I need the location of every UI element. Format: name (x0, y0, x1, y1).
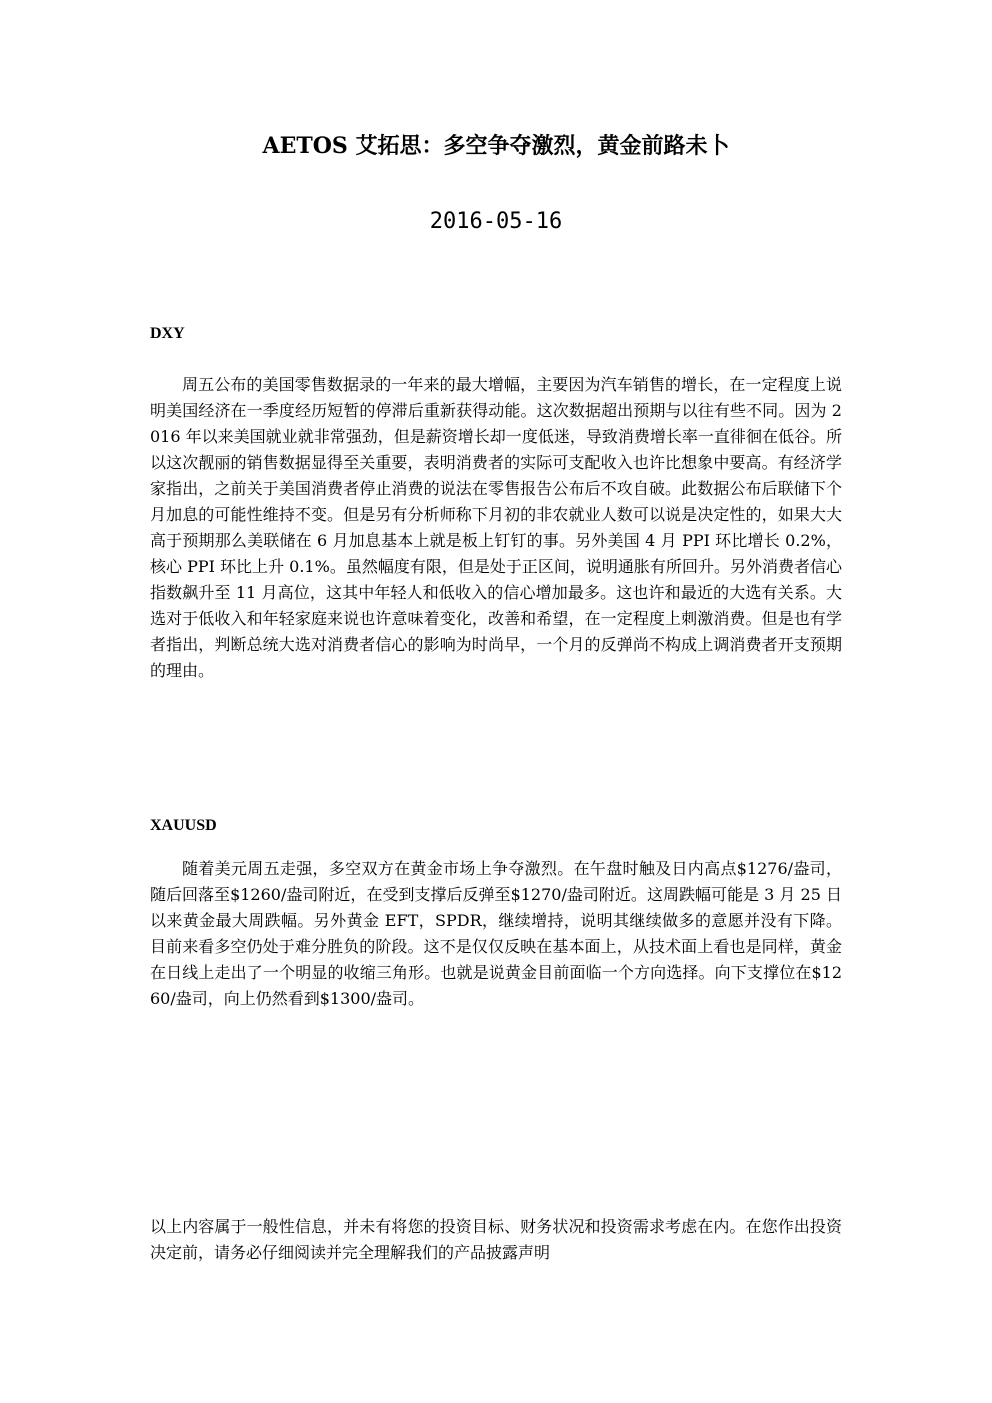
disclaimer-text: 以上内容属于一般性信息，并未有将您的投资目标、财务状况和投资需求考虑在内。在您作出投资决定前，请务必仔细阅读并完全理解我们的产品披露声明 (150, 1217, 842, 1262)
section-body-dxy: 周五公布的美国零售数据录的一年来的最大增幅，主要因为汽车销售的增长，在一定程度上说明美国经济在一季度经历短暂的停滞后重新获得动能。这次数据超出预期与以往有些不同。因为 2016 年以来美国就业就非常强劲，但是薪资增长却一度低迷，导致消费增长率一直徘徊在低谷。所以这次靓丽的销售数据显得至关重要，表明消费者的实际可支配收入也许比想象中要高。有经济学家指出，之前关于美国消费者停止消费的说法在零售报告公布后不攻自破。此数据公布后联储下个月加息的可能性维持不变。但是另有分析师称下月初的非农就业人数可以说是决定性的，如果大大高于预期那么美联储在 6 月加息基本上就是板上钉钉的事。另外美国 4 月 PPI 环比增长 0.2%，核心 PPI 环比上升 0.1%。虽然幅度有限，但是处于正区间，说明通胀有所回升。另外消费者信心指数飙升至 11 月高位，这其中年轻人和低收入的信心增加最多。这也许和最近的大选有关系。大选对于低收入和年轻家庭来说也许意味着变化，改善和希望，在一定程度上刺激消费。但是也有学者指出，判断总统大选对消费者信心的影响为时尚早，一个月的反弹尚不构成上调消费者开支预期的理由。 (150, 375, 842, 680)
section-heading-xauusd: XAUUSD (150, 817, 217, 834)
section-body-xauusd: 随着美元周五走强，多空双方在黄金市场上争夺激烈。在午盘时触及日内高点$1276/盎司，随后回落至$1260/盎司附近，在受到支撑后反弹至$1270/盎司附近。这周跌幅可能是 3 月 25 日以来黄金最大周跌幅。另外黄金 EFT，SPDR，继续增持，说明其继续做多的意愿并没有下降。目前来看多空仍处于难分胜负的阶段。这不是仅仅反映在基本面上，从技术面上看也是同样，黄金在日线上走出了一个明显的收缩三角形。也就是说黄金目前面临一个方向选择。向下支撑位在$1260/盎司，向上仍然看到$1300/盎司。 (150, 859, 842, 1008)
section-heading-dxy: DXY (150, 325, 185, 342)
document-date: 2016-05-16 (429, 209, 563, 234)
document-title: AETOS 艾拓思：多空争夺激烈，黄金前路未卜 (262, 133, 730, 159)
